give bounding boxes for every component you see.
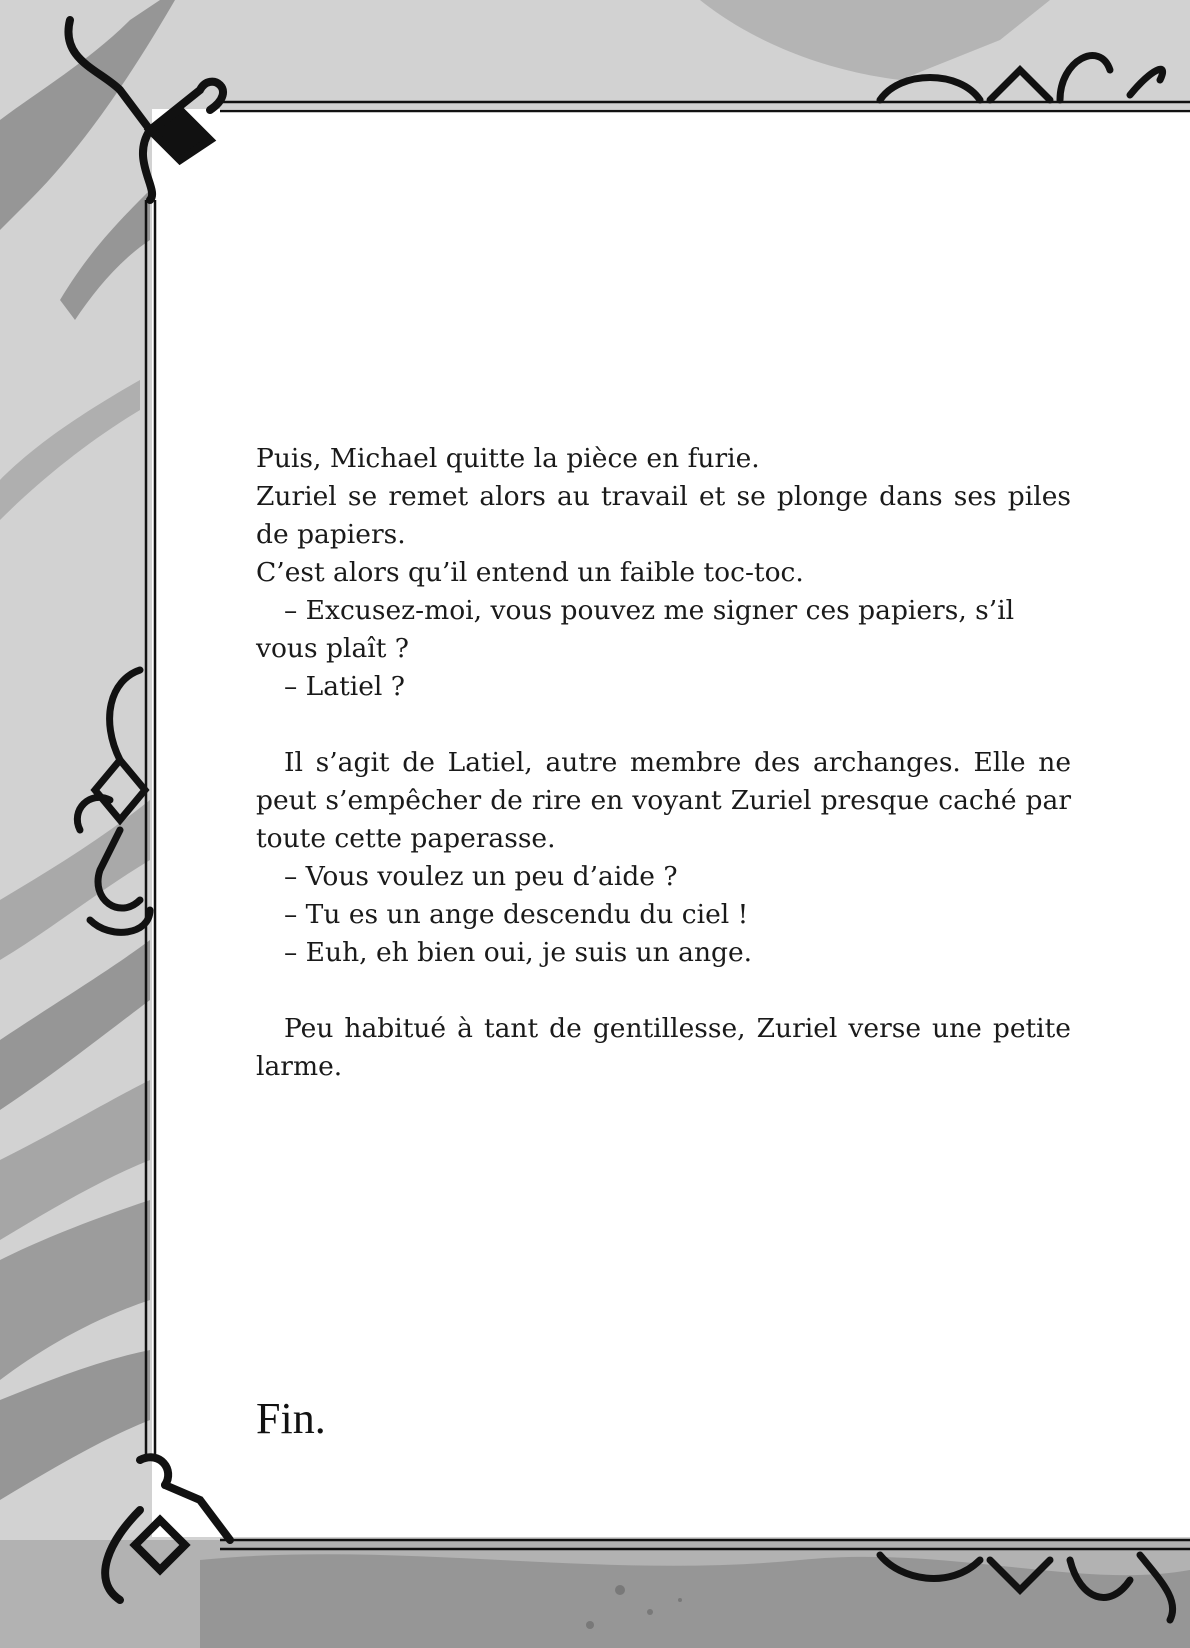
- dialogue-line: – Vous voulez un peu d’aide ?: [284, 861, 678, 892]
- paragraph: Peu habitué à tant de gentillesse, Zuriel verse une petite larme.: [256, 1013, 1071, 1082]
- paragraph: C’est alors qu’il entend un faible toc-toc.: [256, 557, 804, 588]
- paragraph: Puis, Michael quitte la pièce en furie.: [256, 443, 760, 474]
- dialogue-line: – Tu es un ange descendu du ciel !: [284, 899, 749, 930]
- dialogue-line: – Euh, eh bien oui, je suis un ange.: [284, 937, 753, 968]
- story-text: [256, 440, 1071, 1086]
- paragraph: Il s’agit de Latiel, autre membre des archanges. Elle ne peut s’empêcher de rire en voyant Zuriel presque caché par toute cette paperasse.: [256, 747, 1071, 854]
- paragraph: Zuriel se remet alors au travail et se plonge dans ses piles de papiers.: [256, 481, 1071, 550]
- paragraph-gap: [256, 972, 1071, 1010]
- dialogue-line: – Excusez-moi, vous pouvez me signer ces papiers, s’il vous plaît ?: [256, 595, 1015, 664]
- ending-text: Fin.: [256, 1394, 326, 1443]
- dialogue-line: – Latiel ?: [284, 671, 405, 702]
- paragraph-gap: [256, 706, 1071, 744]
